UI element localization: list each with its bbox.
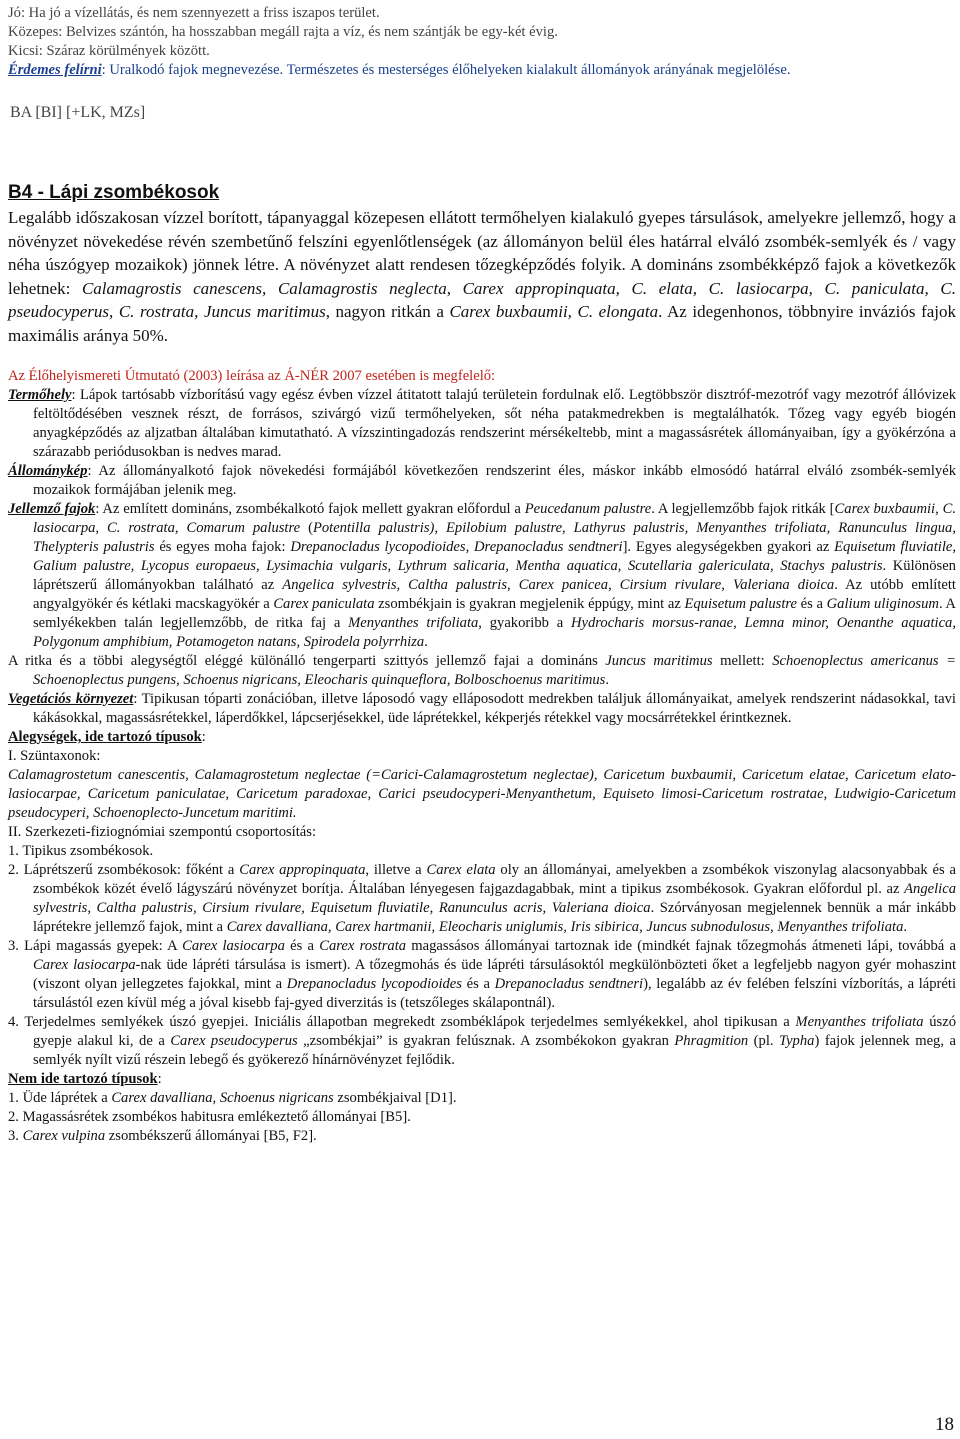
desc-text-2: , nagyon ritkán a	[325, 302, 450, 321]
section-title: B4 - Lápi zsombékosok	[8, 182, 220, 203]
species-name: Equisetum palustre	[684, 596, 798, 612]
szuntaxon-list: Calamagrostetum canescentis, Calamagrostetum neglectae (=Carici-Calamagrostetum neglectae), Caricetum buxbaumii, Caricetum elatae, Caricetum elato-lasiocarpae, Caricetum paniculatae, Caricetum paradoxae, Carici pseudocyperi-Menyanthetum, Equiseto limosi-Caricetum rostratae, Ludwigio-Caricetum pseudocyperi, Schoenoplecto-Juncetum maritimi.	[8, 767, 956, 821]
item-text: , illetve a	[365, 862, 427, 878]
erdemes-felirni-label: Érdemes felírni	[8, 62, 102, 78]
item-text: 2. Láprétszerű zsombékosok: főként a	[8, 862, 240, 878]
jellemzo-text: (	[300, 520, 313, 536]
item-text: 4. Terjedelmes semlyékek úszó gyepjei. Iniciális állapotban megrekedt zsombéklápok terjedelmes semlyékekkel, ahol tipikusan a	[8, 1014, 796, 1030]
termohely-label: Termőhely	[8, 387, 72, 403]
jellemzo-text: zsombékjain is gyakran megjelenik éppúgy, mint az	[374, 596, 685, 612]
szuntaxonok-heading: I. Szüntaxonok:	[8, 748, 101, 764]
exclusion-item-1	[8, 1089, 956, 1108]
species-name: Carex paniculata	[273, 596, 375, 612]
erdemes-felirni-paragraph	[8, 61, 956, 80]
species-name: Menyanthes trifoliata	[348, 615, 479, 631]
type-item-1: 1. Tipikus zsombékosok.	[8, 843, 154, 859]
type-item-4	[8, 1013, 956, 1070]
species-name: Carex pseudocyperus	[170, 1033, 298, 1049]
jellemzo-text: és a	[797, 596, 827, 612]
item-text: 3. Lápi magassás gyepek: A	[8, 938, 183, 954]
species-name: Potentilla palustris), Epilobium palustre, Lathyrus palustris, Menyanthes trifoliata, Ranunculus lingua, Thelypteris palustris	[33, 520, 956, 555]
jellemzo-fajok-paragraph	[8, 500, 956, 652]
jellemzo-text: . Az utóbb említett angyalgyökér és kétlaki macskagyökér a	[33, 577, 956, 612]
reference-line: Az Élőhelyismereti Útmutató (2003) leírása az Á-NÉR 2007 esetében is megfelelő:	[8, 368, 496, 384]
allomanykep-label: Állománykép	[8, 463, 88, 479]
item-text: ), legalább az év felében felszíni vízborítás, a lápréti társulástól ezen kívül még a jóval kisebb faj-gyed diverzitás is (tetszőleges skálapontnál).	[33, 976, 957, 1011]
item-text: 3.	[8, 1128, 23, 1144]
item-text: és a	[461, 976, 495, 992]
jellemzo-text: , gyakoribb a	[478, 615, 571, 631]
species-name: Carex appropinquata	[239, 862, 366, 878]
item-text: zsombékjaival [D1].	[333, 1090, 457, 1106]
exclusion-item-2: 2. Magassásrétek zsombékos habitusra emlékeztető állományai [B5].	[8, 1109, 411, 1125]
alegysegek-label: Alegységek, ide tartozó típusok	[8, 729, 202, 745]
species-name: Carex elata	[426, 862, 496, 878]
allomanykep-paragraph	[8, 462, 956, 500]
szerkezeti-heading: II. Szerkezeti-fiziognómiai szempontú csoportosítás:	[8, 824, 317, 840]
top-line-jo: Jó: Ha jó a vízellátás, és nem szennyezett a friss iszapos terület.	[8, 5, 380, 21]
ritka-text: .	[605, 672, 609, 688]
document-page	[8, 4, 956, 1146]
item-text: -nak üde lápréti társulása is ismert). A tőzegmohás és üde lápréti társulásoktól megkülönbözteti őket a legfeljebb nagyon gyér mohaszint (viszont olyan jellegzetes fajokkal, mint a	[33, 957, 956, 992]
nem-ide-label: Nem ide tartozó típusok	[8, 1071, 158, 1087]
nem-ide-heading	[8, 1070, 956, 1089]
species-name: Juncus maritimus	[605, 653, 713, 669]
termohely-paragraph	[8, 386, 956, 462]
species-name: Carex rostrata	[319, 938, 407, 954]
type-item-3	[8, 937, 956, 1013]
species-name: Drepanocladus lycopodioides, Drepanocladus sendtneri	[290, 539, 623, 555]
heading-colon: :	[201, 729, 206, 745]
exclusion-item-3	[8, 1127, 956, 1146]
ritka-text: mellett:	[712, 653, 773, 669]
species-name: Schoenoplectus americanus = Schoenoplectus pungens, Schoenus nigricans, Eleocharis quinqueflora, Bolboschoenus maritimus	[33, 653, 956, 688]
jellemzo-text: . A semlyékekben talán legjellemzőbb, de ritka faj a	[33, 596, 956, 631]
item-text: 1. Üde láprétek a	[8, 1090, 112, 1106]
species-name: Phragmition	[674, 1033, 749, 1049]
alegysegek-heading	[8, 728, 956, 747]
item-text: .	[903, 919, 908, 935]
species-name: Peucedanum palustre	[524, 501, 652, 517]
jellemzo-text: . Különösen láprétszerű állományokban található az	[33, 558, 956, 593]
type-item-2	[8, 861, 956, 937]
item-text: magassásos állományai tartoznak ide (mindkét fajnak tőzegmohás átmeneti lápi, továbbá a	[406, 938, 956, 954]
item-text: úszó gyepje alakul ki, de a	[33, 1014, 957, 1049]
species-name: Galium uliginosum	[826, 596, 939, 612]
species-name: Angelica sylvestris, Caltha palustris, Carex panicea, Cirsium rivulare, Valeriana dioica	[282, 577, 835, 593]
species-name: Carex buxbaumii, C. lasiocarpa, C. rostrata, Comarum palustre	[33, 501, 956, 536]
desc-text-3: . Az idegenhonos, többnyire inváziós fajok maximális aránya 50%.	[8, 302, 956, 345]
erdemes-felirni-text: : Uralkodó fajok megnevezése. Természetes és mesterséges élőhelyeken kialakult állományok arányának megjelölése.	[101, 62, 791, 78]
jellemzo-text: : Az említett domináns, zsombékalkotó fajok mellett gyakran előfordul a	[95, 501, 525, 517]
jellemzo-text: .	[424, 634, 428, 650]
jellemzo-text: . A legjellemzőbb fajok ritkák [	[651, 501, 835, 517]
jellemzo-fajok-label: Jellemző fajok	[8, 501, 96, 517]
species-name: Carex davalliana, Schoenus nigricans	[111, 1090, 334, 1106]
species-name: Typha	[779, 1033, 815, 1049]
allomanykep-text: : Az állományalkotó fajok növekedési formájából következően rendszerint éles, máskor inkább elmosódó határral elváló zsombék-semlyék mozaikok formájában jelenik meg.	[33, 463, 956, 498]
item-text: oly an állományai, amelyekben a zsombékok viszonylag alacsonyabbak és a zsombékok közét évelő lágyszárú növényzet borítja. Általában lényegesen fajgazdagabbak, mint a tipikus zsombékosok. Gyakran előfordul pl. az	[33, 862, 956, 897]
page-number: 18	[935, 1414, 954, 1435]
vegetacios-kornyezet-label: Vegetációs környezet	[8, 691, 134, 707]
item-text: és a	[284, 938, 320, 954]
species-name: Carex lasiocarpa	[33, 957, 136, 973]
tengerparti-paragraph	[8, 652, 956, 690]
jellemzo-text: és egyes moha fajok:	[154, 539, 291, 555]
item-text: (pl.	[748, 1033, 780, 1049]
species-name: Carex davalliana, Carex hartmanii, Eleocharis uniglumis, Iris sibirica, Juncus subnodulosus, Menyanthes trifoliata	[226, 919, 904, 935]
item-text: zsombékszerű állományai [B5, F2].	[105, 1128, 317, 1144]
desc-text-1: Legalább időszakosan vízzel borított, tápanyaggal közepesen ellátott termőhelyen kialakuló gyepes társulások, amelyekre jellemző, hogy a növényzet növekedése révén szembetűnő felszíni egyenlőtlenségek (az állományon belül éles határral elváló zsombék-semlyék és / vagy néha úszógyep mozaikok) jönnek létre. A növényzet alatt rendesen tőzegképződés folyik. A domináns zsombékképző fajok a következők lehetnek:	[8, 208, 956, 298]
species-name: Carex lasiocarpa	[182, 938, 285, 954]
vegetacios-kornyezet-paragraph	[8, 690, 956, 728]
item-text: „zsombékjai” is gyakran felúsznak. A zsombékokon gyakran	[297, 1033, 675, 1049]
item-text: . Szórványosan megjelennek bennük a már inkább láprétekre jellemző fajok, mint a	[33, 900, 956, 935]
vegetacios-kornyezet-text: : Tipikusan tóparti zonációban, illetve láposodó vagy elláposodott medrekben találjuk állományaikat, amelyek rendszerint nádasokkal, tavi kákásokkal, magassásrétekkel, láperdőkkel, lápcserjésekkel, üde láprétekkel, kékperjés rétekkel vagy mocsárrétekkel érintkeznek.	[33, 691, 956, 726]
termohely-text: : Lápok tartósabb vízborítású vagy egész évben vízzel átitatott talajú területein fordulnak elő. Legtöbbször disztróf-mezotróf vagy mezotróf állóvizek feltöltődésében vesznek részt, de forrásos, szivárgó vizű termőhelyeken, sőt néha patakmedrekben is megtalálhatók. Tőzeg vagy egyéb biogén anyagképződés az aljzatban általában kimutatható. A vízszintingadozás rendszerint mérsékeltebb, mint a magassásrétek állományaiban, így a gyökérzóna a szárazabb periódusokban is nedves marad.	[33, 387, 956, 460]
top-line-kozepes: Közepes: Belvizes szántón, ha hosszabban megáll rajta a víz, és nem szántják be egy-két évig.	[8, 24, 558, 40]
top-line-kicsi: Kicsi: Száraz körülmények között.	[8, 43, 210, 59]
desc-species-1: Calamagrostis canescens, Calamagrostis neglecta, Carex appropinquata, C. elata, C. lasiocarpa, C. paniculata, C. pseudocyperus, C. rostrata, Juncus maritimus	[8, 278, 956, 321]
species-name: Drepanocladus sendtneri	[494, 976, 644, 992]
desc-species-2: Carex buxbaumii, C. elongata	[449, 302, 659, 321]
species-name: Menyanthes trifoliata	[795, 1014, 924, 1030]
heading-colon: :	[157, 1071, 162, 1087]
jellemzo-text: ]. Egyes alegységekben gyakori az	[622, 539, 835, 555]
species-name: Drepanocladus lycopodioides	[286, 976, 462, 992]
item-text: ) fajok jelennek meg, a semlyék nyílt vizű részein lebegő és gyökerező hínárnövényzet fejlődik.	[33, 1033, 956, 1068]
section-description	[8, 206, 956, 347]
species-name: Equisetum fluviatile, Galium palustre, Lycopus europaeus, Lysimachia vulgaris, Lythrum salicaria, Mentha aquatica, Scutellaria galericulata, Stachys palustris	[33, 539, 956, 574]
species-name: Angelica sylvestris, Caltha palustris, Cirsium rivulare, Equisetum fluviatile, Ranunculus acris, Valeriana dioica	[33, 881, 956, 916]
species-name: Hydrocharis morsus-ranae, Lemna minor, Oenanthe aquatica, Polygonum amphibium, Potamogeton natans, Spirodela polyrrhiza	[33, 615, 956, 650]
species-name: Carex vulpina	[22, 1128, 106, 1144]
ba-code-line: BA [BI] [+LK, MZs]	[10, 104, 146, 121]
ritka-text: A ritka és a többi alegységtől eléggé különálló tengerparti szittyós jellemző fajai a domináns	[8, 653, 606, 669]
